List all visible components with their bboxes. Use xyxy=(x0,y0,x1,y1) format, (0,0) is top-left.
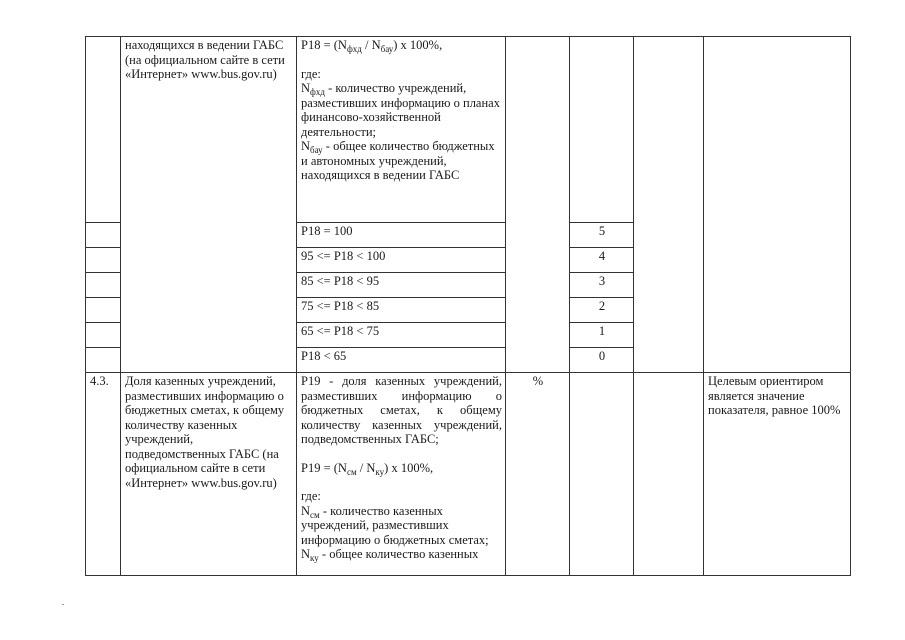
formula-part: ) x 100%, xyxy=(384,460,434,475)
symbol: N xyxy=(301,81,311,95)
spacer xyxy=(301,475,502,489)
criteria-score: 3 xyxy=(570,273,634,298)
number-cell xyxy=(86,248,121,273)
formula-description: P19 - доля казенных учреждений, разместивших информацию о бюджетных сметах, к общему количеству казенных учреждений, подведомственных ГАБС; xyxy=(301,374,502,446)
criteria-score: 0 xyxy=(570,348,634,373)
comment-cell: Целевым ориентиром является значение показателя, равное 100% xyxy=(704,373,851,576)
definition-text: - количество казенных учреждений, разместивших информацию о бюджетных сметах; xyxy=(301,503,489,547)
formula-line xyxy=(301,461,502,476)
criteria-condition: 95 <= P18 < 100 xyxy=(297,248,506,273)
number-cell xyxy=(86,298,121,323)
definition-1 xyxy=(301,504,502,548)
definition-2 xyxy=(301,139,502,183)
formula-cell xyxy=(297,37,506,223)
criteria-score: 5 xyxy=(570,223,634,248)
indicator-table xyxy=(85,36,851,576)
spacer xyxy=(301,53,502,67)
symbol: N xyxy=(301,139,311,153)
formula-part: / N xyxy=(356,460,376,475)
comment-cell xyxy=(704,37,851,373)
symbol-subscript: см xyxy=(310,509,320,520)
criteria-condition: P18 = 100 xyxy=(297,223,506,248)
formula-part: / N xyxy=(361,38,381,52)
formula-subscript: ку xyxy=(375,466,385,477)
score-cell xyxy=(570,37,634,223)
number-cell xyxy=(86,348,121,373)
formula-part: P19 = (N xyxy=(301,460,347,475)
extra-cell xyxy=(634,37,704,373)
definition-text: - общее количество казенных xyxy=(318,547,479,561)
formula-subscript: фхд xyxy=(346,44,362,54)
unit-cell: % xyxy=(506,373,570,576)
criteria-condition: 75 <= P18 < 85 xyxy=(297,298,506,323)
number-cell xyxy=(86,223,121,248)
number-cell xyxy=(86,37,121,223)
number-cell xyxy=(86,323,121,348)
where-label: где: xyxy=(301,489,321,503)
formula-part: P18 = (N xyxy=(301,38,347,52)
symbol: N xyxy=(301,503,311,518)
table-row xyxy=(86,373,851,576)
symbol-subscript: бау xyxy=(310,145,323,155)
extra-cell xyxy=(634,373,704,576)
symbol: N xyxy=(301,547,311,561)
definition-1 xyxy=(301,81,502,139)
number-cell: 4.3. xyxy=(86,373,121,576)
symbol-subscript: ку xyxy=(310,553,319,563)
formula-line xyxy=(301,38,502,53)
criteria-score: 2 xyxy=(570,298,634,323)
definition-text: - общее количество бюджетных и автономных учреждений, находящихся в ведении ГАБС xyxy=(301,139,495,182)
formula-cell xyxy=(297,373,506,576)
where-label: где: xyxy=(301,66,321,81)
unit-cell xyxy=(506,37,570,373)
scan-speck xyxy=(62,604,64,605)
score-cell xyxy=(570,373,634,576)
indicator-name-cell xyxy=(121,373,297,576)
number-cell xyxy=(86,273,121,298)
symbol-subscript: фхд xyxy=(310,87,325,97)
table-row xyxy=(86,37,851,223)
formula-part: ) x 100%, xyxy=(393,38,443,52)
indicator-name-cell xyxy=(121,37,297,373)
definition-2 xyxy=(301,547,502,562)
formula-subscript: см xyxy=(346,466,357,477)
indicator-name-text: находящихся в ведении ГАБС (на официальном сайте в сети «Интернет» www.bus.gov.ru) xyxy=(125,38,285,81)
criteria-condition: 85 <= P18 < 95 xyxy=(297,273,506,298)
criteria-condition: 65 <= P18 < 75 xyxy=(297,323,506,348)
criteria-score: 1 xyxy=(570,323,634,348)
spacer xyxy=(301,447,502,461)
criteria-condition: P18 < 65 xyxy=(297,348,506,373)
indicator-name-text: Доля казенных учреждений, разместивших информацию о бюджетных сметах, к общему количеству казенных учреждений, подведомственных ГАБС (на официальном сайте в сети «Интернет» www.bus.gov.ru) xyxy=(125,374,285,490)
formula-subscript: бау xyxy=(380,44,394,54)
criteria-score: 4 xyxy=(570,248,634,273)
definition-text: - количество учреждений, разместивших информацию о планах финансово-хозяйственной деятельности; xyxy=(301,81,500,139)
